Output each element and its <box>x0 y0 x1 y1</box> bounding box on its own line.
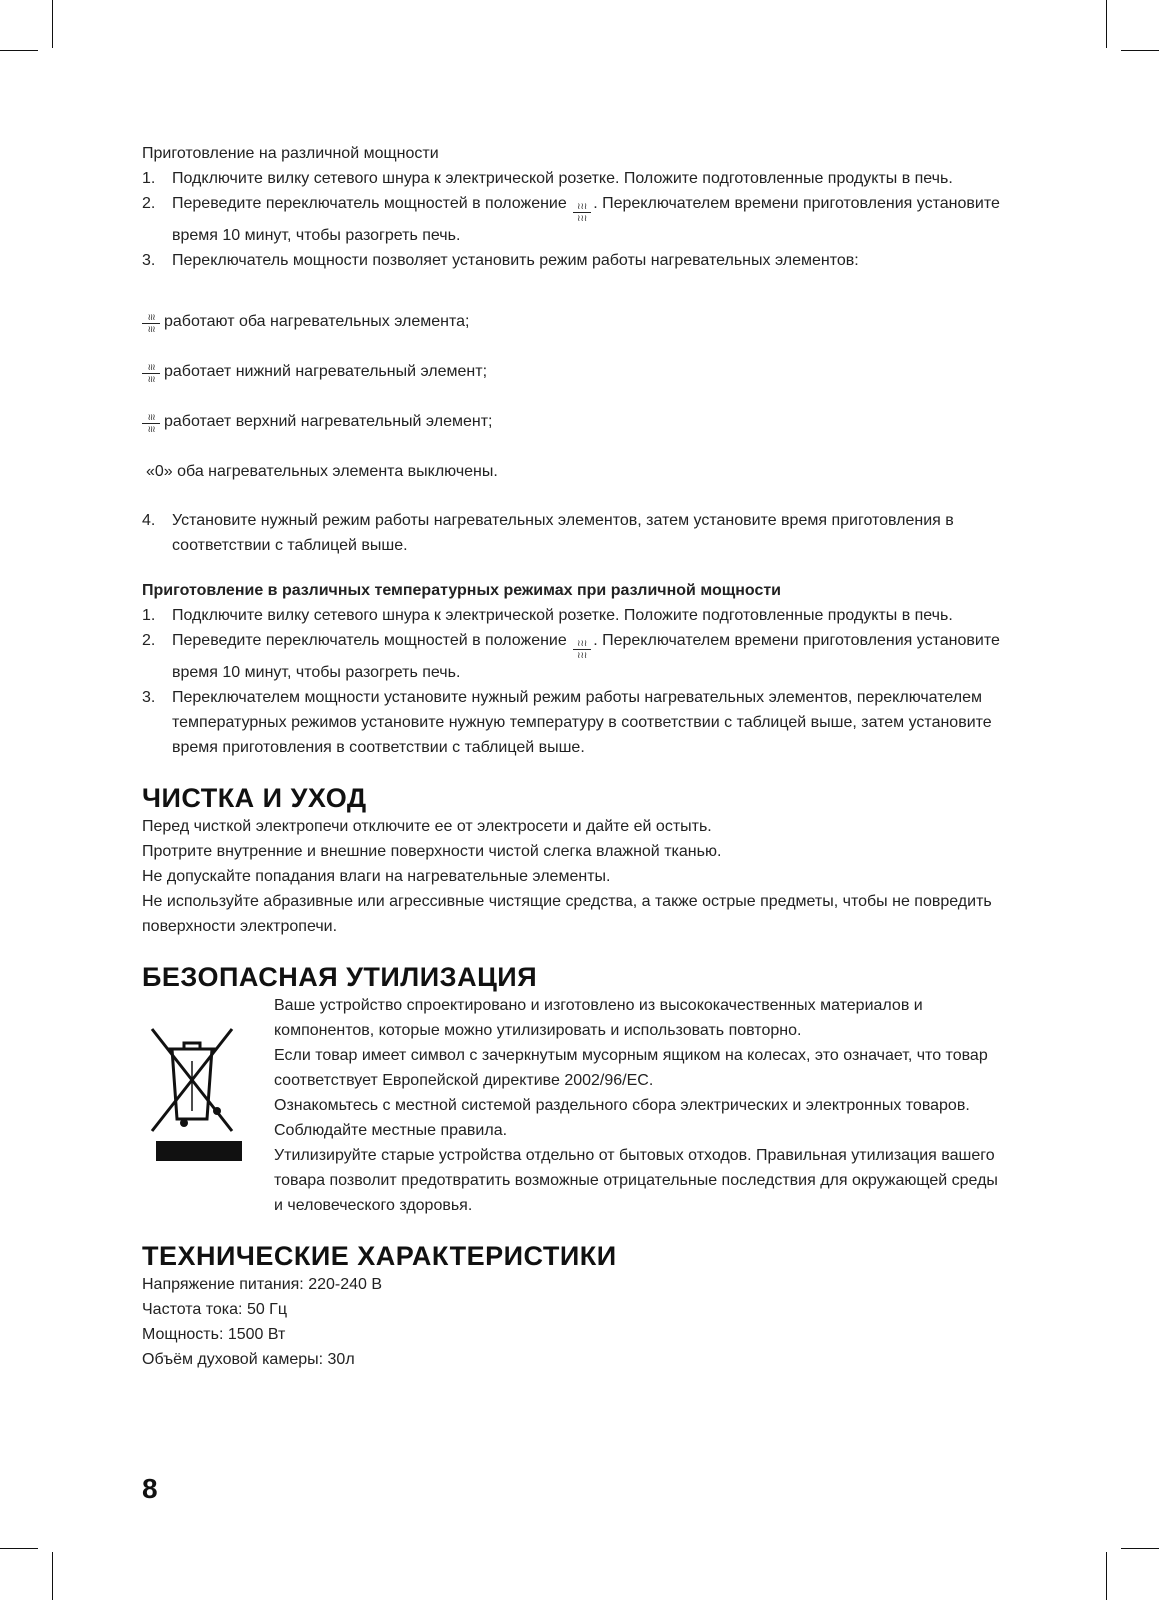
list-item: 3. Переключатель мощности позволяет установить режим работы нагревательных элементов: <box>142 252 859 269</box>
crop-mark <box>52 1552 53 1600</box>
page-number: 8 <box>142 1473 158 1504</box>
spec-line: Объём духовой камеры: 30л <box>142 1351 355 1368</box>
list-item: 3. Переключателем мощности установите нужный режим работы нагревательных элементов, переключателем температурных режимов установите нужную температуру в соответствии с таблицей выше, затем установите время приготовления в соответствии с таблицей выше. <box>142 689 992 756</box>
weee-symbol <box>142 993 274 1218</box>
crop-mark <box>1121 1548 1159 1549</box>
subsection-title: Приготовление в различных температурных режимах при различной мощности <box>142 582 782 599</box>
cleaning-title: ЧИСТКА И УХОД <box>142 783 367 813</box>
disposal-paragraph: Ваше устройство спроектировано и изготовлено из высококачественных материалов и компонентов, которые можно утилизировать и использовать повторно. <box>274 997 923 1039</box>
page-content <box>142 141 1022 1372</box>
crop-mark <box>1121 50 1159 51</box>
disposal-block <box>142 993 1022 1218</box>
heating-both-icon: ≀≀≀ ≀≀≀ <box>142 313 160 334</box>
spec-line: Напряжение питания: 220-240 В <box>142 1276 383 1293</box>
steps-list <box>142 166 1022 273</box>
list-item: 1. Подключите вилку сетевого шнура к электрической розетке. Положите подготовленные продукты в печь. <box>142 170 953 187</box>
steps-list <box>142 508 1022 558</box>
mode-item: ≀≀≀ ≀≀≀ работает нижний нагревательный элемент; <box>142 334 1022 384</box>
crop-mark <box>1106 0 1107 48</box>
disposal-title: БЕЗОПАСНАЯ УТИЛИЗАЦИЯ <box>142 962 538 992</box>
list-item: 2. Переведите переключатель мощностей в положение ≀≀≀ ≀≀≀. Переключателем времени приготовления установите время 10 минут, чтобы разогреть печь. <box>142 632 1000 681</box>
disposal-paragraph: Если товар имеет символ с зачеркнутым мусорным ящиком на колесах, это означает, что товар соответствует Европейской директиве 2002/96/EC. <box>274 1047 988 1089</box>
crop-mark <box>1106 1552 1107 1600</box>
disposal-paragraph: Утилизируйте старые устройства отдельно от бытовых отходов. Правильная утилизация вашего товара позволит предотвратить возможные отрицательные последствия для окружающей среды и человеческого здоровья. <box>274 1147 998 1214</box>
cleaning-line: Не допускайте попадания влаги на нагревательные элементы. <box>142 868 611 885</box>
heating-bottom-icon: ≀≀≀ ≀≀≀ <box>142 363 160 384</box>
steps-list <box>142 603 1022 760</box>
crop-mark <box>52 0 53 48</box>
mode-item: ≀≀≀ ≀≀≀ работает верхний нагревательный элемент; <box>142 384 1022 434</box>
list-item: 2. Переведите переключатель мощностей в положение ≀≀≀ ≀≀≀. Переключателем времени приготовления установите время 10 минут, чтобы разогреть печь. <box>142 195 1000 244</box>
list-item: 4. Установите нужный режим работы нагревательных элементов, затем установите время приготовления в соответствии с таблицей выше. <box>142 512 954 554</box>
specs-title: ТЕХНИЧЕСКИЕ ХАРАКТЕРИСТИКИ <box>142 1241 617 1271</box>
spec-line: Частота тока: 50 Гц <box>142 1301 288 1318</box>
heating-both-icon: ≀≀≀ ≀≀≀ <box>573 639 591 660</box>
crossed-bin-icon <box>142 1021 242 1161</box>
heating-top-icon: ≀≀≀ ≀≀≀ <box>142 413 160 434</box>
disposal-paragraph: Ознакомьтесь с местной системой раздельного сбора электрических и электронных товаров. Соблюдайте местные правила. <box>274 1097 970 1139</box>
mode-item: ≀≀≀ ≀≀≀ работают оба нагревательных элемента; <box>142 284 1022 334</box>
disposal-text <box>274 993 1004 1218</box>
list-item: 1. Подключите вилку сетевого шнура к электрической розетке. Положите подготовленные продукты в печь. <box>142 607 953 624</box>
cleaning-line: Перед чисткой электропечи отключите ее от электросети и дайте ей остыть. <box>142 818 712 835</box>
crop-mark <box>0 1548 38 1549</box>
mode-item: «0» оба нагревательных элемента выключены. <box>146 463 498 480</box>
spec-line: Мощность: 1500 Вт <box>142 1326 286 1343</box>
cleaning-line: Не используйте абразивные или агрессивные чистящие средства, а также острые предметы, чтобы не повредить поверхности электропечи. <box>142 893 992 935</box>
section-intro: Приготовление на различной мощности <box>142 145 439 162</box>
cleaning-line: Протрите внутренние и внешние поверхности чистой слегка влажной тканью. <box>142 843 722 860</box>
crop-mark <box>0 50 38 51</box>
heating-both-icon: ≀≀≀ ≀≀≀ <box>573 202 591 223</box>
